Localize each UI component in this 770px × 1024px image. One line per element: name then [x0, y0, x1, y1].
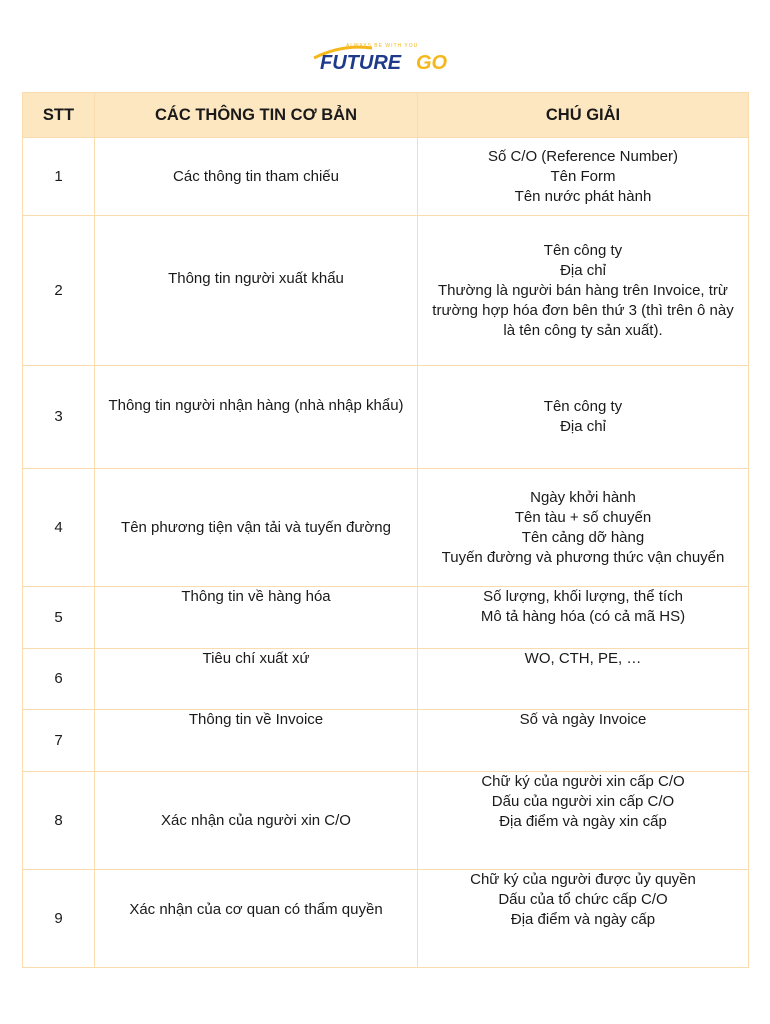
future-go-logo-graphic — [312, 38, 458, 72]
table-row — [23, 772, 749, 870]
note-line: Ngày khởi hành — [530, 488, 636, 506]
row-notes — [418, 649, 749, 710]
row-notes — [418, 870, 749, 968]
note-line: Dấu của tổ chức cấp C/O — [498, 891, 668, 908]
row-notes — [418, 710, 749, 772]
table-row — [23, 138, 749, 216]
row-notes — [418, 587, 749, 649]
row-basic-info: Thông tin về Invoice — [95, 710, 418, 772]
note-line: Số và ngày Invoice — [519, 711, 647, 728]
note-line: Chữ ký của người được ủy quyền — [470, 871, 696, 888]
row-notes — [418, 138, 749, 216]
table-row — [23, 710, 749, 772]
row-stt: 1 — [23, 138, 95, 216]
note-line: Số C/O (Reference Number) — [487, 147, 679, 165]
note-line: Tên công ty — [543, 398, 623, 415]
row-basic-info: Xác nhận của người xin C/O — [95, 772, 418, 870]
note-line: Tên cảng dỡ hàng — [521, 528, 645, 546]
note-line: Mô tả hàng hóa (có cả mã HS) — [480, 608, 686, 625]
note-line: Thường là người bán hàng trên Invoice, trừ trường hợp hóa đơn bên thứ 3 (thì trên ô này là tên công ty sản xuất). — [432, 281, 734, 339]
row-notes — [418, 366, 749, 469]
table-row — [23, 216, 749, 366]
table-row — [23, 649, 749, 710]
table-header-row — [23, 93, 749, 138]
note-line: Tên tàu + số chuyến — [514, 508, 652, 526]
brand-logo — [312, 38, 458, 72]
note-line: Tuyến đường và phương thức vận chuyển — [441, 548, 725, 566]
row-basic-info: Tiêu chí xuất xứ — [95, 649, 418, 710]
header-stt: STT — [23, 93, 95, 138]
logo-tagline: ALWAYS BE WITH YOU — [346, 43, 419, 49]
table-row — [23, 469, 749, 587]
row-stt: 2 — [23, 216, 95, 366]
row-notes — [418, 469, 749, 587]
row-basic-info: Các thông tin tham chiếu — [95, 138, 418, 216]
note-line: Dấu của người xin cấp C/O — [491, 793, 675, 810]
row-basic-info: Thông tin người nhận hàng (nhà nhập khẩu) — [95, 366, 418, 469]
table-row — [23, 870, 749, 968]
note-line: WO, CTH, PE, … — [524, 650, 642, 667]
note-line: Tên nước phát hành — [514, 187, 652, 205]
logo-go-text: GO — [416, 52, 448, 72]
row-stt: 9 — [23, 870, 95, 968]
row-stt: 6 — [23, 649, 95, 710]
row-notes — [418, 772, 749, 870]
table-row — [23, 366, 749, 469]
row-notes — [418, 216, 749, 366]
co-info-table — [22, 92, 749, 968]
note-line: Địa điểm và ngày cấp — [510, 911, 656, 928]
row-basic-info: Thông tin về hàng hóa — [95, 587, 418, 649]
note-line: Tên công ty — [543, 241, 623, 259]
header-notes: CHÚ GIẢI — [418, 93, 749, 138]
note-line: Địa chỉ — [560, 418, 606, 435]
row-stt: 8 — [23, 772, 95, 870]
note-line: Chữ ký của người xin cấp C/O — [481, 773, 685, 790]
note-line: Địa điểm và ngày xin cấp — [499, 813, 667, 830]
row-basic-info: Tên phương tiện vận tải và tuyến đường — [95, 469, 418, 587]
note-line: Tên Form — [550, 167, 616, 185]
table-row — [23, 587, 749, 649]
note-line: Số lượng, khối lượng, thể tích — [483, 588, 683, 605]
row-stt: 4 — [23, 469, 95, 587]
logo-future-text: FUTURE — [320, 52, 402, 72]
row-basic-info: Thông tin người xuất khẩu — [95, 216, 418, 366]
header-basic-info: CÁC THÔNG TIN CƠ BẢN — [95, 93, 418, 138]
row-stt: 5 — [23, 587, 95, 649]
row-stt: 7 — [23, 710, 95, 772]
row-basic-info: Xác nhận của cơ quan có thẩm quyền — [95, 870, 418, 968]
row-stt: 3 — [23, 366, 95, 469]
note-line: Địa chỉ — [560, 261, 606, 279]
